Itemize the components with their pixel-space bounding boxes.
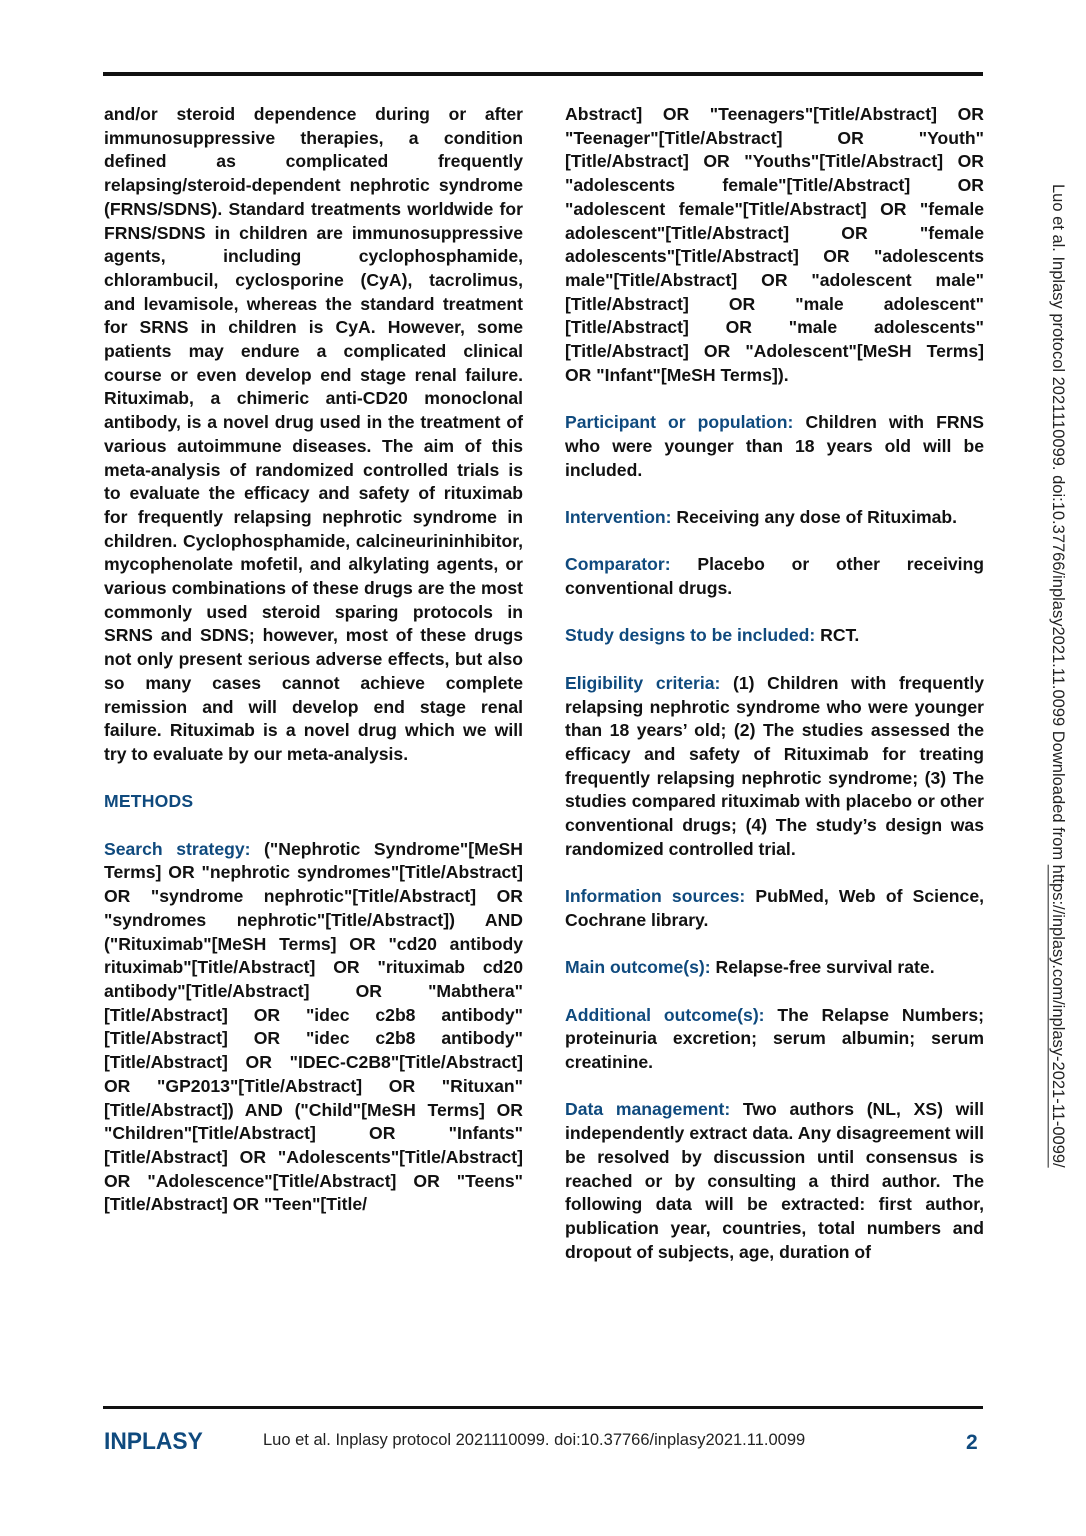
section-text: RCT. [815,625,860,646]
section-information-sources [565,885,984,932]
section-text: Receiving any dose of Rituximab. [671,506,958,527]
section-data-management [565,1098,984,1264]
section-participants [565,411,984,482]
section-text: Children with FRNS who were younger than 18 years old will be included. [565,412,985,480]
section-text: PubMed, Web of Science, Cochrane library. [565,886,984,930]
section-text: The Relapse Numbers; proteinuria excretion; serum albumin; serum creatinine. [565,1004,984,1072]
header-rule [103,72,983,76]
section-label: Additional outcome(s): [565,1004,765,1025]
section-label: Participant or population: [565,412,794,433]
right-column [565,103,984,1264]
search-strategy-paragraph [104,838,523,1217]
section-text: Two authors (NL, XS) will independently extract data. Any disagreement will be resolved by discussion until consensus is reached or by consulting a third author. The following data will be extracted: first author, publication year, countries, total numbers and dropout of subjects, age, duration of [565,1099,984,1262]
section-label: Data management: [565,1099,731,1120]
download-watermark-text [1048,184,1067,1168]
section-label: Information sources: [565,886,746,907]
section-text: (1) Children with frequently relapsing nephrotic syndrome who were younger than 18 years’ old; (2) The studies assessed the efficacy and safety of Rituximab for treating frequently relapsing nephrotic syndrome; (3) The studies compared rituximab with placebo or other conventional drugs; (4) The study’s design was randomized controlled trial. [565,672,984,859]
section-label: Main outcome(s): [565,957,711,978]
search-strategy-continuation: Abstract] OR "Teenagers"[Title/Abstract] OR "Teenager"[Title/Abstract] OR "Youth"[Title/Abstract] OR "Youths"[Title/Abstract] OR "adolescents female"[Title/Abstract] OR "adolescent female"[Title/Abstract] OR "female adolescent"[Title/Abstract] OR "female adolescents"[Title/Abstract] OR "adolescents male"[Title/Abstract] OR "adolescent male"[Title/Abstract] OR "male adolescent"[Title/Abstract] OR "male adolescents"[Title/Abstract] OR "Adolescent"[MeSH Terms] OR "Infant"[MeSH Terms]). [565,104,984,385]
search-strategy-label: Search strategy: [104,838,251,859]
footer-rule [103,1406,983,1409]
section-text: Placebo or other receiving conventional drugs. [565,554,984,599]
section-label: Eligibility criteria: [565,672,721,693]
download-watermark [1048,184,1070,1309]
search-strategy-text: ("Nephrotic Syndrome"[MeSH Terms] OR "nephrotic syndromes"[Title/Abstract] OR "syndrome nephrotic"[Title/Abstract] OR "syndromes nephrotic"[Title/Abstract]) AND ("Rituximab"[MeSH Terms] OR "cd20 antibody rituximab"[Title/Abstract] OR "rituximab cd20 antibody"[Title/Abstract] OR "Mabthera"[Title/Abstract] OR "idec c2b8 antibody"[Title/Abstract] OR "idec c2b8 antibody"[Title/Abstract] OR "IDEC-C2B8"[Title/Abstract] OR "GP2013"[Title/Abstract] OR "Rituxan"[Title/Abstract]) AND ("Child"[MeSH Terms] OR "Children"[Title/Abstract] OR "Infants"[Title/Abstract] OR "Adolescents"[Title/Abstract] OR "Adolescence"[Title/Abstract] OR "Teens"[Title/Abstract] OR "Teen"[Title/ [104,838,523,1215]
intro-paragraph: and/or steroid dependence during or after immunosuppressive therapies, a condition defined as complicated frequently relapsing/steroid-dependent nephrotic syndrome (FRNS/SDNS). Standard treatments worldwide for FRNS/SDNS in children are immunosuppressive agents, including cyclophosphamide, chlorambucil, cyclosporine (CyA), tacrolimus, and levamisole, whereas the standard treatment for SRNS in children is CyA. However, some patients may endure a complicated clinical course or even develop end stage renal failure. Rituximab, a chimeric anti-CD20 monoclonal antibody, is a novel drug used in the treatment of various autoimmune diseases. The aim of this meta-analysis of randomized controlled trials is to evaluate the efficacy and safety of rituximab for frequently relapsing nephrotic syndrome in children. Cyclophosphamide, calcineurininhibitor, mycophenolate mofetil, and alkylating agents, or various combinations of these drugs are the most commonly used steroid sparing protocols in SRNS and SDNS; however, most of these drugs not only present serious adverse effects, but also so many cases cannot achieve complete remission and will develop end stage renal failure. Rituximab is a novel drug which we will try to evaluate by our meta-analysis. [104,104,523,764]
section-study-designs [565,624,984,648]
page-number: 2 [966,1431,978,1454]
section-comparator [565,553,984,600]
journal-logo: INPLASY [104,1428,203,1455]
section-intervention [565,506,984,530]
watermark-prefix: Luo et al. Inplasy protocol 2021110099. doi:10.37766/inplasy2021.11.0099 Downloaded from [1049,184,1067,865]
left-column [104,103,523,1217]
methods-heading: METHODS [104,791,194,812]
footer-citation: Luo et al. Inplasy protocol 2021110099. doi:10.37766/inplasy2021.11.0099 [263,1431,806,1449]
section-main-outcomes [565,956,984,980]
section-label: Comparator: [565,554,671,575]
section-additional-outcomes [565,1004,984,1075]
section-eligibility [565,672,984,862]
section-text: Relapse-free survival rate. [710,957,935,978]
watermark-link[interactable]: https://inplasy.com/inplasy-2021-11-0099/ [1049,864,1067,1168]
section-label: Study designs to be included: [565,625,816,646]
section-label: Intervention: [565,506,672,527]
